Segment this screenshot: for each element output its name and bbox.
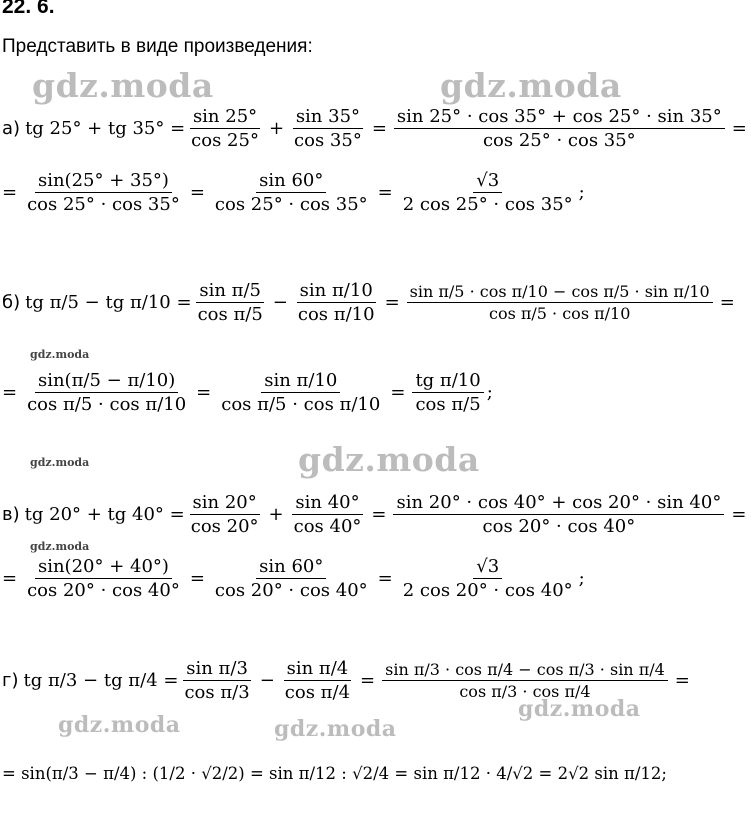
numerator: sin(π/5 − π/10)	[35, 372, 178, 393]
denominator: cos 25° · cos 35°	[482, 130, 636, 151]
denominator: 2 cos 25° · cos 35°	[402, 194, 573, 215]
operator: =	[377, 182, 393, 203]
operator: =	[377, 568, 393, 589]
watermark: gdz.moda	[58, 712, 181, 738]
terminator: ;	[486, 382, 493, 403]
fraction	[382, 662, 668, 700]
numerator: sin π/5	[196, 282, 264, 303]
operator: =	[731, 118, 747, 139]
part-g-line-1	[2, 660, 694, 702]
operator: =	[390, 382, 406, 403]
operator: =	[719, 292, 735, 313]
numerator: √3	[473, 172, 502, 193]
problem-number: 22. 6.	[2, 0, 55, 18]
denominator: cos 20°	[190, 516, 259, 537]
part-v-line-2	[2, 558, 585, 600]
part-label: в)	[2, 504, 20, 525]
instruction-text: Представить в виде произведения:	[2, 36, 313, 57]
part-g-line-2	[2, 766, 667, 783]
result-expression: = sin(π/3 − π/4) : (1/2 · √2/2) = sin π/12 : √2/4 = sin π/12 · 4/√2 = 2√2 sin π/12;	[2, 764, 667, 783]
numerator: sin π/10	[261, 372, 340, 393]
part-v-line-1	[2, 494, 750, 536]
numerator: sin(25° + 35°)	[35, 172, 172, 193]
operator: −	[259, 670, 275, 691]
operator: +	[268, 118, 285, 139]
numerator: sin 40°	[292, 494, 362, 515]
operator: −	[272, 292, 288, 313]
fraction	[295, 282, 378, 324]
fraction	[24, 558, 183, 600]
lhs-expression: tg π/5 − tg π/10 =	[25, 292, 192, 313]
fraction	[181, 660, 252, 702]
denominator: cos 25° · cos 35°	[27, 194, 180, 215]
fraction	[291, 494, 365, 536]
numerator: sin 35°	[293, 108, 363, 129]
fraction	[393, 494, 724, 536]
operator: =	[731, 504, 747, 525]
numerator: sin 25°	[190, 108, 260, 129]
lhs-expression: tg 25° + tg 35° =	[25, 118, 186, 139]
operator: =	[2, 182, 18, 203]
part-a-line-2	[2, 172, 585, 214]
watermark: gdz.moda	[518, 696, 641, 722]
numerator: sin 60°	[256, 558, 326, 579]
part-label: а)	[2, 118, 21, 139]
part-a-line-1	[2, 108, 751, 150]
watermark: gdz.moda	[32, 66, 214, 105]
denominator: cos 25°	[191, 130, 259, 151]
denominator: cos π/5 · cos π/10	[221, 394, 381, 415]
fraction	[212, 172, 371, 214]
fraction	[282, 660, 353, 702]
numerator: √3	[473, 558, 502, 579]
watermark: gdz.moda	[30, 456, 90, 469]
watermark: gdz.moda	[274, 716, 397, 742]
denominator: cos 35°	[294, 130, 362, 151]
part-label: г)	[2, 670, 19, 691]
denominator: cos π/5	[415, 394, 481, 415]
numerator: sin π/5 · cos π/10 − cos π/5 · sin π/10	[407, 284, 713, 303]
fraction	[188, 494, 262, 536]
watermark: gdz.moda	[298, 440, 480, 479]
operator: =	[2, 568, 18, 589]
denominator: cos 20° · cos 40°	[27, 580, 180, 601]
denominator: cos π/4	[284, 682, 351, 703]
operator: =	[360, 670, 376, 691]
fraction	[400, 172, 576, 214]
part-b-line-2	[2, 372, 493, 414]
denominator: 2 cos 20° · cos 40°	[402, 580, 573, 601]
denominator: cos π/5 · cos π/10	[27, 394, 187, 415]
denominator: cos π/5 · cos π/10	[488, 304, 631, 323]
numerator: sin 20°	[190, 494, 260, 515]
terminator: ;	[578, 182, 585, 203]
fraction	[291, 108, 365, 150]
fraction	[412, 372, 483, 414]
denominator: cos 25° · cos 35°	[214, 194, 368, 215]
fraction	[407, 284, 713, 322]
numerator: sin π/3	[183, 660, 251, 681]
fraction	[218, 372, 383, 414]
fraction	[212, 558, 371, 600]
operator: =	[674, 670, 690, 691]
denominator: cos π/3	[184, 682, 250, 703]
watermark: gdz.moda	[30, 540, 90, 553]
denominator: cos 40°	[293, 516, 362, 537]
denominator: cos π/3 · cos π/4	[459, 682, 591, 701]
operator: =	[371, 118, 387, 139]
fraction	[400, 558, 576, 600]
numerator: sin(20° + 40°)	[35, 558, 172, 579]
terminator: ;	[578, 568, 585, 589]
watermark: gdz.moda	[30, 348, 90, 361]
fraction	[188, 108, 262, 150]
operator: =	[189, 568, 205, 589]
numerator: sin π/10	[297, 282, 376, 303]
fraction	[195, 282, 266, 324]
denominator: cos 20° · cos 40°	[482, 516, 636, 537]
operator: =	[371, 504, 387, 525]
numerator: sin 20° · cos 40° + cos 20° · sin 40°	[393, 494, 724, 515]
denominator: cos π/5	[197, 304, 263, 325]
part-b-line-1	[2, 282, 739, 324]
denominator: cos 20° · cos 40°	[214, 580, 368, 601]
denominator: cos π/10	[297, 304, 375, 325]
numerator: tg π/10	[412, 372, 483, 393]
numerator: sin 60°	[256, 172, 326, 193]
fraction	[24, 372, 189, 414]
fraction	[394, 108, 725, 150]
fraction	[24, 172, 183, 214]
operator: =	[196, 382, 212, 403]
operator: =	[384, 292, 400, 313]
operator: +	[268, 504, 284, 525]
lhs-expression: tg 20° + tg 40° =	[24, 504, 185, 525]
numerator: sin 25° · cos 35° + cos 25° · sin 35°	[394, 108, 725, 129]
part-label: б)	[2, 292, 21, 313]
operator: =	[2, 382, 18, 403]
watermark: gdz.moda	[440, 66, 622, 105]
numerator: sin π/4	[284, 660, 352, 681]
operator: =	[189, 182, 205, 203]
numerator: sin π/3 · cos π/4 − cos π/3 · sin π/4	[382, 662, 668, 681]
lhs-expression: tg π/3 − tg π/4 =	[23, 670, 179, 691]
